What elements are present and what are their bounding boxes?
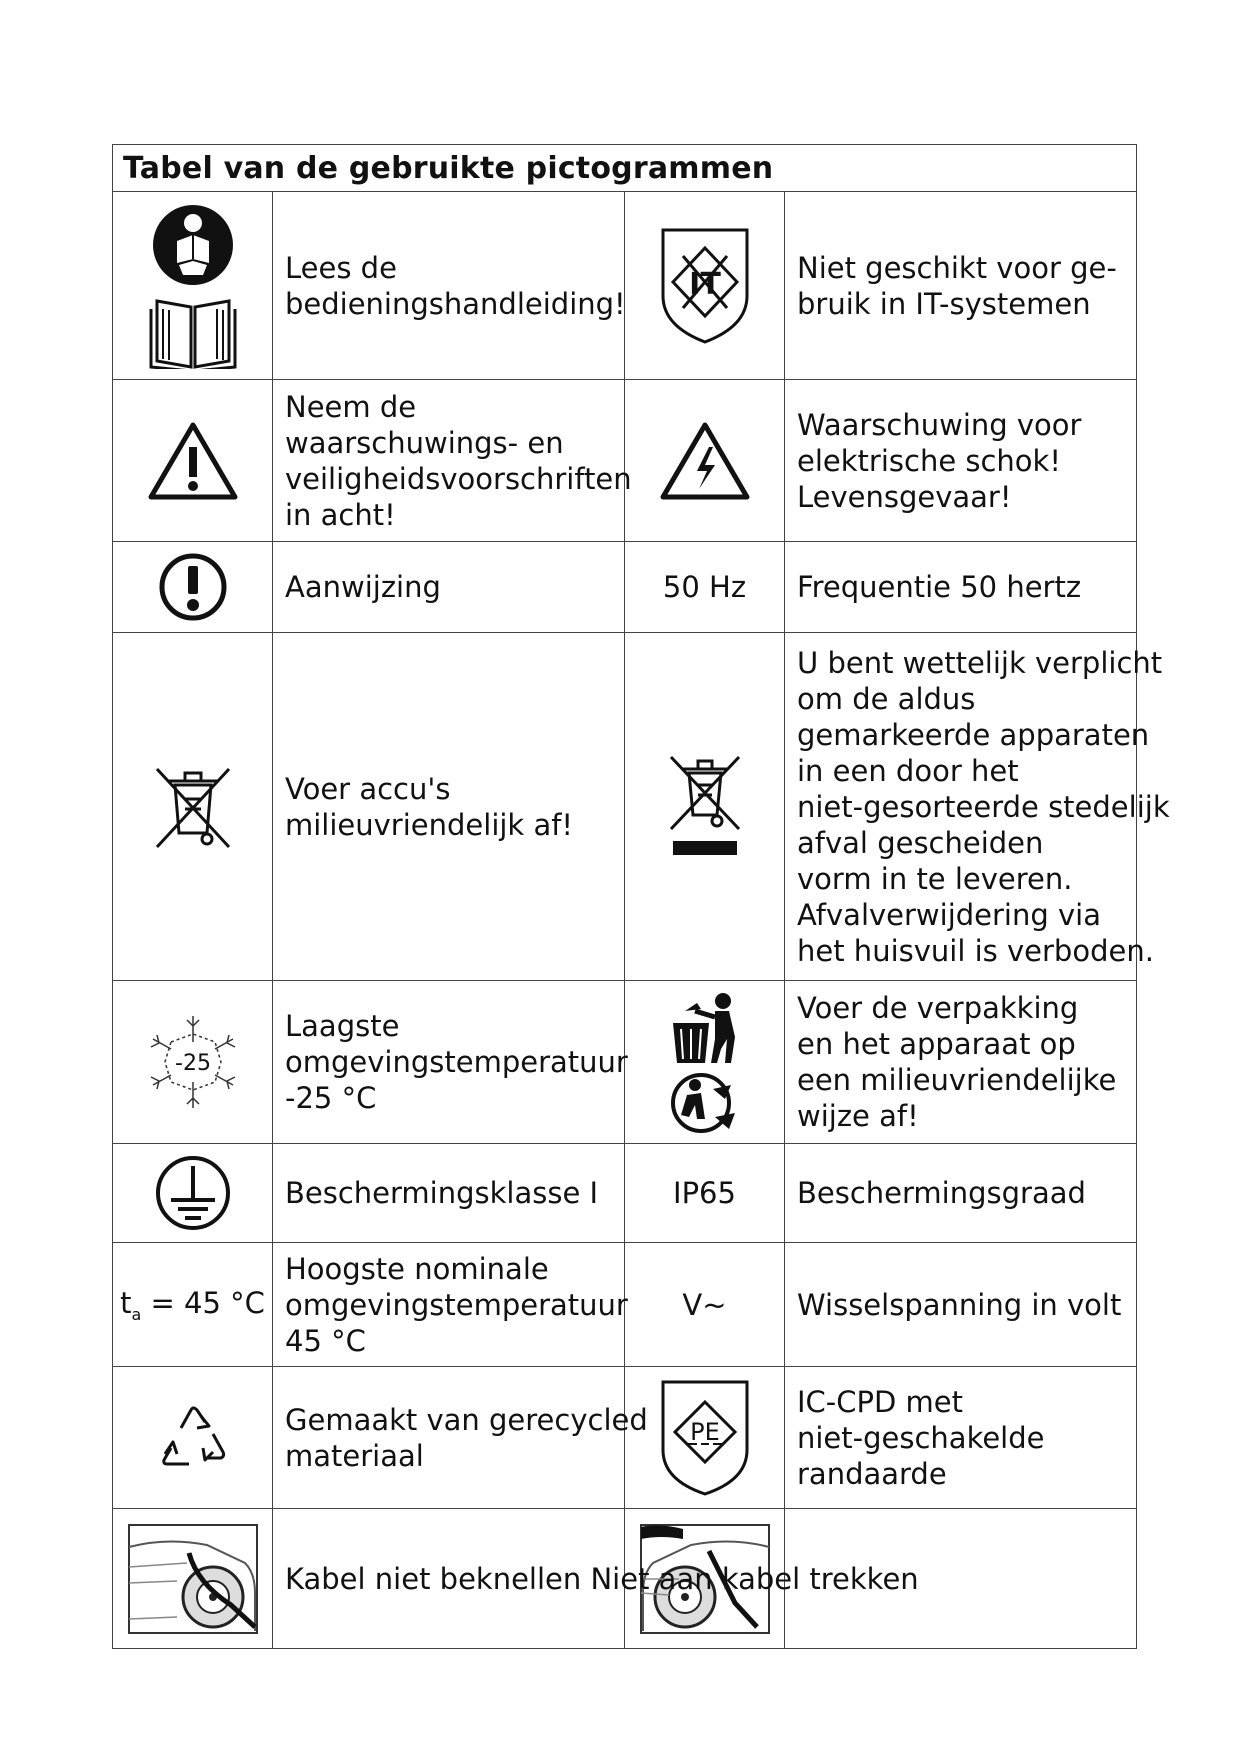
table-row bbox=[113, 633, 1137, 981]
frequency-text: Frequentie 50 hertz bbox=[785, 542, 1137, 633]
ac-voltage-symbol: V~ bbox=[625, 1243, 785, 1367]
notice-exclamation-icon bbox=[113, 542, 273, 633]
ac-voltage-text: Wisselspanning in volt bbox=[785, 1243, 1137, 1367]
table-row bbox=[113, 1144, 1137, 1243]
electric-shock-warning-icon bbox=[625, 380, 785, 542]
notice-text: Aanwijzing bbox=[273, 542, 625, 633]
crossed-bin-icon bbox=[113, 633, 273, 981]
frequency-symbol: 50 Hz bbox=[625, 542, 785, 633]
ip-rating-symbol: IP65 bbox=[625, 1144, 785, 1243]
table-row bbox=[113, 542, 1137, 633]
table-row bbox=[113, 192, 1137, 380]
read-manual-icon bbox=[113, 192, 273, 380]
max-temp-text: Hoogste nominale omgevingstemperatuur 45 °C bbox=[273, 1243, 625, 1367]
cable-pinch-icon bbox=[113, 1509, 273, 1649]
pictogram-table bbox=[112, 144, 1170, 1649]
low-temp-label: -25 bbox=[174, 1051, 211, 1076]
svg-text:IT: IT bbox=[688, 266, 721, 302]
table-header-row bbox=[113, 145, 1137, 192]
manual-text: Lees de bedieningshandleiding! bbox=[273, 192, 625, 380]
table-row bbox=[113, 981, 1137, 1144]
weee-text: U bent wettelijk verplicht om de aldus gemarkeerde apparaten in een door het niet-gesorteerde stedelijk afval gescheiden vorm in te leveren. Afvalverwijdering via het huisvuil is verboden. bbox=[785, 633, 1137, 981]
table-row bbox=[113, 380, 1137, 542]
protective-earth-icon bbox=[113, 1144, 273, 1243]
dispose-recycle-icon bbox=[625, 981, 785, 1144]
table-row bbox=[113, 1243, 1137, 1367]
safety-text: Neem de waarschuwings- en veiligheidsvoorschriften in acht! bbox=[273, 380, 625, 542]
battery-disposal-text: Voer accu's milieuvriendelijk af! bbox=[273, 633, 625, 981]
recycle-icon bbox=[113, 1367, 273, 1509]
table-row bbox=[113, 1367, 1137, 1509]
cable-warnings-cell bbox=[273, 1509, 1137, 1649]
ip-rating-text: Beschermingsgraad bbox=[785, 1144, 1137, 1243]
protection-class-text: Beschermingsklasse I bbox=[273, 1144, 625, 1243]
cable-warnings-text: Kabel niet beknellen Niet aan kabel trekken bbox=[285, 1561, 919, 1596]
max-temp-symbol: $t_a = 45$ °C bbox=[113, 1243, 273, 1367]
ic-cpd-text: IC-CPD met niet-geschakelde randaarde bbox=[785, 1367, 1137, 1509]
crossed-bin-bar-icon bbox=[625, 633, 785, 981]
electric-shock-text: Waarschuwing voor elektrische schok! Levensgevaar! bbox=[785, 380, 1137, 542]
table-title: Tabel van de gebruikte pictogrammen bbox=[113, 145, 1137, 192]
eco-disposal-text: Voer de verpakking en het apparaat op een milieuvriendelijke wijze af! bbox=[785, 981, 1137, 1144]
pe-shield-icon bbox=[625, 1367, 785, 1509]
it-systems-text: Niet geschikt voor ge- bruik in IT-systemen bbox=[785, 192, 1137, 380]
low-temp-text: Laagste omgevingstemperatuur -25 °C bbox=[273, 981, 625, 1144]
not-for-it-systems-icon bbox=[625, 192, 785, 380]
recycled-material-text: Gemaakt van gerecycled materiaal bbox=[273, 1367, 625, 1509]
table-row bbox=[113, 1509, 1137, 1649]
snowflake-temperature-icon bbox=[113, 981, 273, 1144]
pe-label: PE bbox=[689, 1417, 720, 1446]
warning-triangle-icon bbox=[113, 380, 273, 542]
